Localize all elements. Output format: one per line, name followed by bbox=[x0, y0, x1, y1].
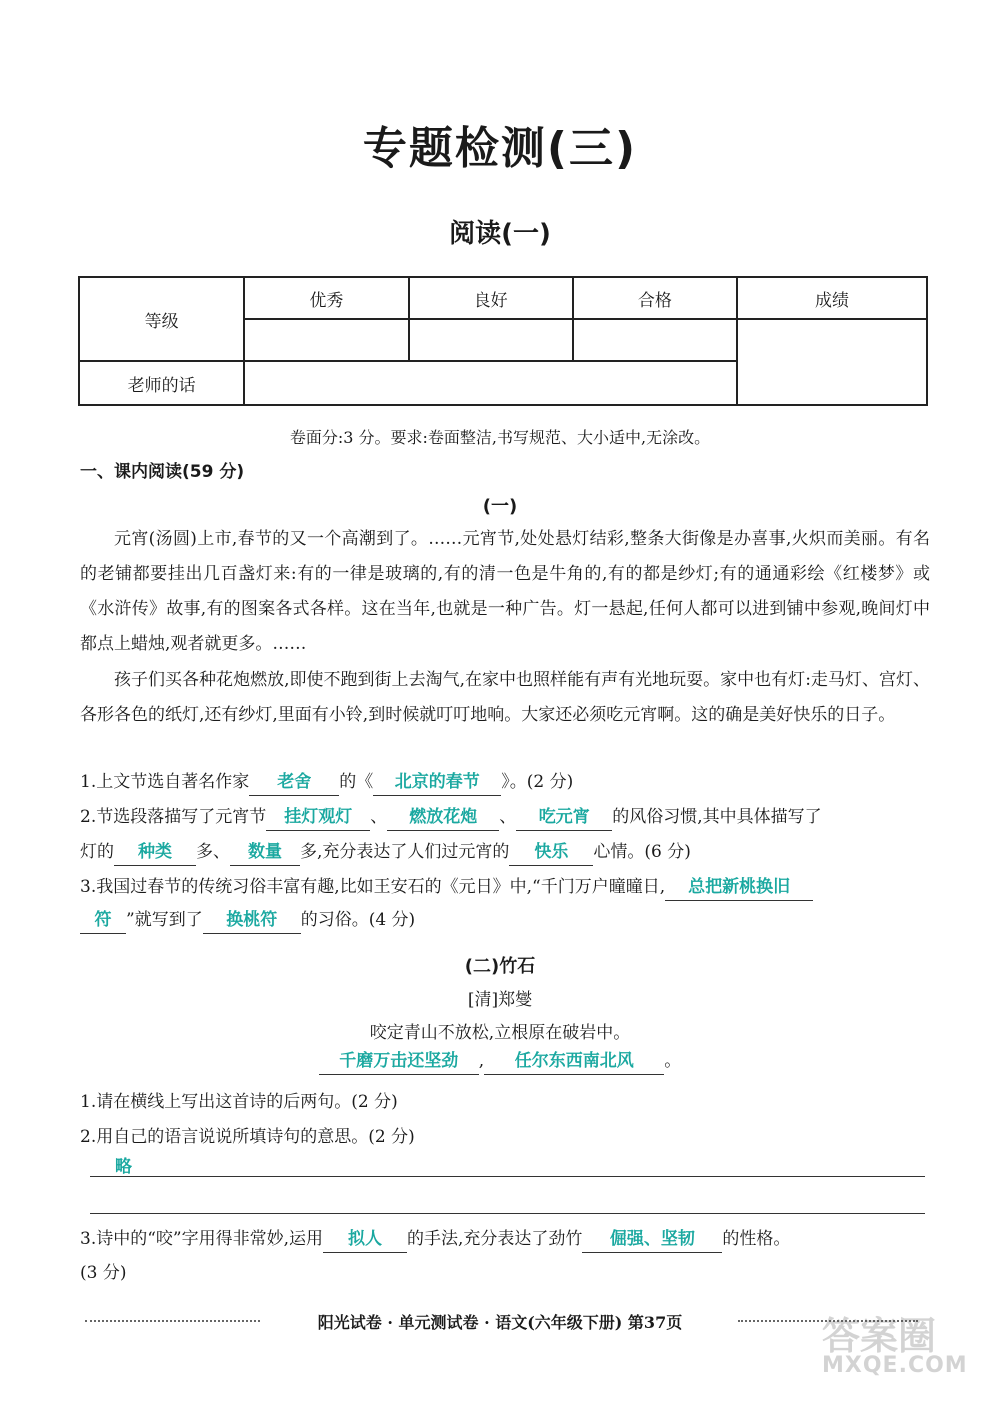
answer-blank[interactable]: 种类 bbox=[114, 839, 196, 866]
comment-label: 老师的话 bbox=[79, 361, 244, 405]
answer-blank[interactable]: 拟人 bbox=[323, 1226, 407, 1253]
question-2-cont: 灯的 种类 多、 数量 多,充分表达了人们过元宵的 快乐 心情。(6 分) bbox=[80, 835, 940, 869]
answer-blank[interactable]: 倔强、坚韧 bbox=[582, 1226, 722, 1253]
level-pass: 合格 bbox=[573, 277, 737, 319]
answer-blank[interactable]: 千磨万击还坚劲 bbox=[319, 1048, 479, 1075]
answer-blank[interactable]: 挂灯观灯 bbox=[266, 804, 370, 831]
poem-question-1: 1.请在横线上写出这首诗的后两句。(2 分) bbox=[80, 1092, 398, 1112]
score-cell bbox=[737, 319, 927, 405]
question-3-cont: 符 ”就写到了 换桃符 的习俗。(4 分) bbox=[80, 903, 940, 937]
page-subtitle: 阅读(一) bbox=[449, 219, 551, 249]
footer: 阳光试卷 · 单元测试卷 · 语文(六年级下册) 第37页 bbox=[317, 1313, 683, 1332]
level-good-cell bbox=[409, 319, 573, 361]
answer-blank[interactable]: 数量 bbox=[230, 839, 300, 866]
answer-blank[interactable]: 老舍 bbox=[249, 769, 339, 796]
answer-blank[interactable]: 燃放花炮 bbox=[387, 804, 499, 831]
grade-label: 等级 bbox=[79, 277, 244, 361]
answer-blank[interactable]: 任尔东西南北风 bbox=[484, 1048, 664, 1075]
score-label: 成绩 bbox=[737, 277, 927, 319]
answer-line[interactable] bbox=[90, 1176, 925, 1177]
page-title: 专题检测(三) bbox=[362, 123, 638, 174]
level-good: 良好 bbox=[409, 277, 573, 319]
part1-label: (一) bbox=[482, 496, 518, 517]
poem-question-2: 2.用自己的语言说说所填诗句的意思。(2 分) bbox=[80, 1127, 415, 1147]
poem-question-3-score: (3 分) bbox=[80, 1263, 127, 1283]
level-excellent: 优秀 bbox=[244, 277, 408, 319]
answer-blank[interactable]: 吃元宵 bbox=[516, 804, 612, 831]
answer-blank[interactable]: 快乐 bbox=[509, 839, 593, 866]
question-1: 1.上文节选自著名作家 老舍 的《 北京的春节 》。(2 分) bbox=[80, 765, 940, 799]
watermark: 答案圈 MXQE.COM bbox=[822, 1314, 968, 1378]
answer-blank[interactable]: 北京的春节 bbox=[373, 769, 501, 796]
poem-question-3: 3.诗中的“咬”字用得非常妙,运用 拟人 的手法,充分表达了劲竹 倔强、坚韧 的性格。 bbox=[80, 1222, 940, 1256]
reading-paragraph-2: 孩子们买各种花炮燃放,即使不跑到街上去淘气,在家中也照样能有声有光地玩耍。家中也有灯:走马灯、宫灯、各形各色的纸灯,还有纱灯,里面有小铃,到时候就叮叮地响。大家还必须吃元宵啊。这的确是美好快乐的日子。 bbox=[80, 670, 930, 725]
answer-line[interactable] bbox=[90, 1213, 925, 1214]
poem-answer-2: 略 bbox=[115, 1157, 132, 1177]
answer-blank[interactable]: 符 bbox=[80, 907, 126, 934]
neatness-note: 卷面分:3 分。要求:卷面整洁,书写规范、大小适中,无涂改。 bbox=[289, 428, 711, 447]
question-2: 2.节选段落描写了元宵节 挂灯观灯 、 燃放花炮 、 吃元宵 的风俗习惯,其中具体描写了 bbox=[80, 800, 940, 834]
grade-table bbox=[78, 276, 928, 406]
section-heading: 一、课内阅读(59 分) bbox=[80, 462, 245, 482]
poem-title: (二)竹石 bbox=[464, 956, 536, 977]
answer-blank[interactable]: 总把新桃换旧 bbox=[665, 874, 813, 901]
poem-line-2: 千磨万击还坚劲 , 任尔东西南北风 。 bbox=[0, 1046, 1000, 1075]
question-3: 3.我国过春节的传统习俗丰富有趣,比如王安石的《元日》中,“千门万户曈曈日, 总把新桃换旧 bbox=[80, 870, 940, 904]
poem-author: [清]郑燮 bbox=[467, 990, 533, 1010]
reading-paragraph-1: 元宵(汤圆)上市,春节的又一个高潮到了。……元宵节,处处悬灯结彩,整条大街像是办喜事,火炽而美丽。有名的老铺都要挂出几百盏灯来:有的一律是玻璃的,有的清一色是牛角的,有的都是纱灯;有的通通彩绘《红楼梦》或《水浒传》故事,有的图案各式各样。这在当年,也就是一种广告。灯一悬起,任何人都可以进到铺中参观,晚间灯中都点上蜡烛,观者就更多。…… bbox=[80, 529, 930, 654]
level-pass-cell bbox=[573, 319, 737, 361]
answer-blank[interactable]: 换桃符 bbox=[203, 907, 301, 934]
poem-line-1: 咬定青山不放松,立根原在破岩中。 bbox=[369, 1023, 631, 1043]
comment-cell bbox=[244, 361, 737, 405]
level-excellent-cell bbox=[244, 319, 408, 361]
